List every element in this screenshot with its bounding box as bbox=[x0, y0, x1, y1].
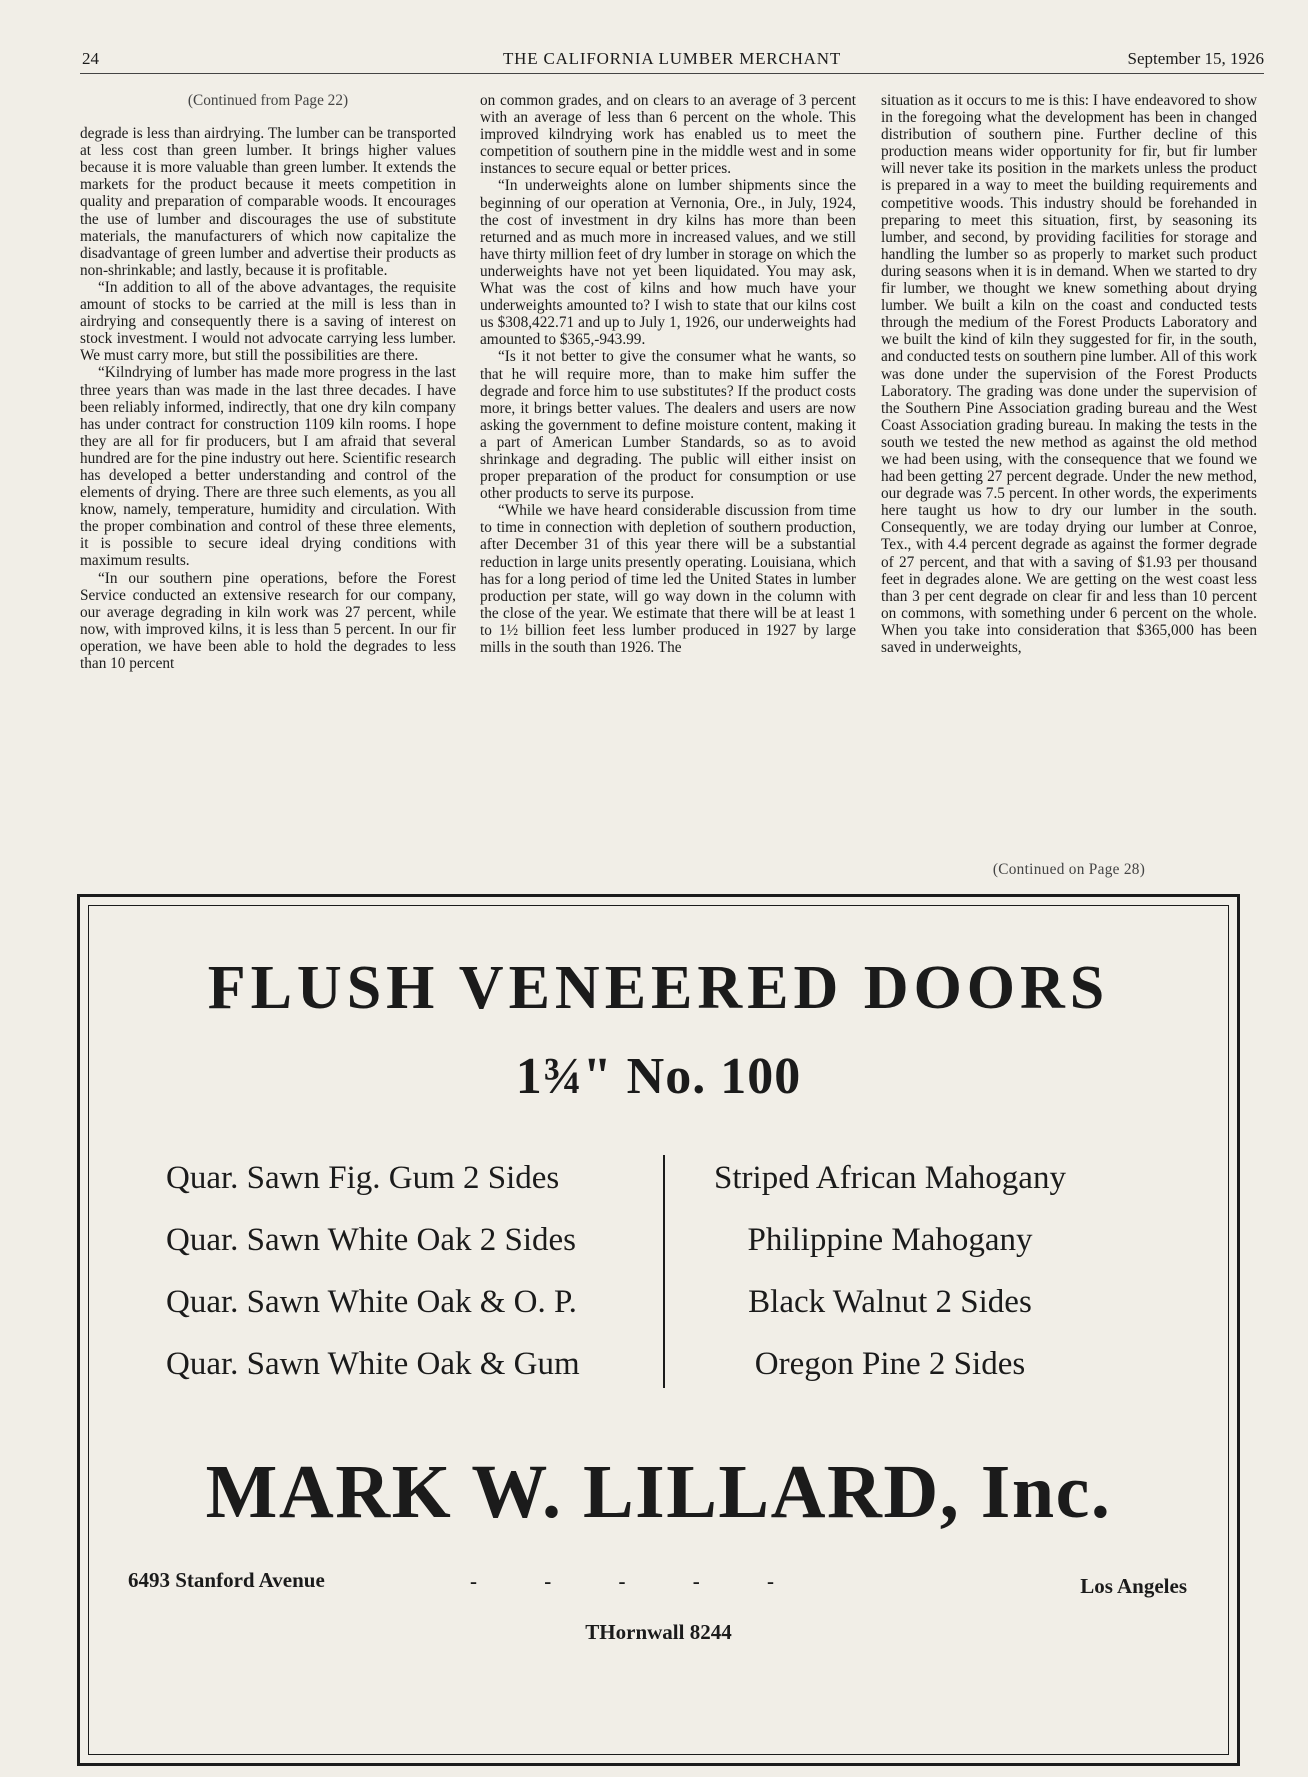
ad-subtitle: 1¾" No. 100 bbox=[515, 1048, 802, 1105]
ad-list-item: Quar. Sawn White Oak & O. P. bbox=[166, 1284, 577, 1320]
ad-list-item: Black Walnut 2 Sides bbox=[748, 1284, 1032, 1320]
ad-title: FLUSH VENEERED DOORS bbox=[207, 954, 1110, 1022]
article-paragraph: “In underweights alone on lumber shipments since the beginning of our operation at Vernonia, Ore., in July, 1924, the cost of investment in dry kilns has more than been returned and as much more in increased values, and we still have thirty million feet of dry lumber in storage on which the underweights have not yet been liquidated. You may ask, What was the cost of kilns and how much have your underweights amounted to? I wish to state that our kilns cost us $308,422.71 and up to July 1, 1926, our underweights had amounted to $365,-943.99. bbox=[480, 177, 856, 349]
article-paragraph: “In addition to all of the above advantages, the requisite amount of stocks to be carried at the mill is less than in airdrying and consequently there is a saving of interest on stock investment. I would not advocate carrying less lumber. We must carry more, but still the possibilities are there. bbox=[80, 278, 456, 365]
publication-title: THE CALIFORNIA LUMBER MERCHANT bbox=[502, 49, 842, 68]
article-paragraph: “While we have heard considerable discussion from time to time in connection with depletion of southern production, after December 31 of this year there will be a substantial reduction in large units presently operating. Louisiana, which has for a long period of time led the United States in lumber production per state, will go way down in the column with the close of the year. We estimate that there will be at least 1 to 1½ billion feet less lumber produced in 1927 by large mills in the south than 1926. The bbox=[480, 502, 856, 656]
article-paragraph: “Kilndrying of lumber has made more progress in the last three years than was made in the last three decades. I have been reliably informed, indirectly, that one dry kiln company has under contract for construction 1109 kiln rooms. I hope they are all for fir producers, but I am afraid that several hundred are for the pine industry out here. Scientific research has developed a better understanding and control of the elements of drying. There are three such elements, as you all know, namely, temperature, humidity and circulation. With the proper combination and control of these three elements, it is possible to secure ideal drying conditions with maximum results. bbox=[80, 364, 456, 570]
ad-street-address: 6493 Stanford Avenue bbox=[128, 1568, 325, 1592]
continued-on-note: (Continued on Page 28) bbox=[992, 861, 1146, 878]
advertisement bbox=[77, 894, 1240, 1766]
article-paragraph: “Is it not better to give the consumer what he wants, so that he will require more, than to make him suffer the degrade and force him to use substitutes? If the product costs more, it brings better values. The dealers and users are now asking the government to define moisture content, making it a part of American Lumber Standards, so as to avoid shrinkage and degrading. The public will either insist on proper preparation of the product for consumption or use other products to serve its purpose. bbox=[480, 348, 856, 503]
ad-phone-number: THornwall 8244 bbox=[585, 1620, 732, 1644]
ad-list-item: Quar. Sawn White Oak 2 Sides bbox=[166, 1222, 577, 1258]
ad-list-item: Quar. Sawn Fig. Gum 2 Sides bbox=[166, 1160, 560, 1196]
ad-list-item: Striped African Mahogany bbox=[714, 1160, 1066, 1196]
ad-list-left bbox=[166, 1147, 580, 1395]
article-paragraph: situation as it occurs to me is this: I have endeavored to show in the foregoing what the development has been in changed distribution of southern pine. Further decline of this production means wider opportunity for fir, but fir lumber will never take its position in the markets unless the product is prepared in a way to meet the building requirements and competitive woods. This industry should be forehanded in preparing to meet this situation, first, by seasoning its lumber, and second, by providing facilities for storage and handling the lumber so as properly to market such product during seasons when it is in demand. When we started to dry fir lumber, we thought we knew something about drying lumber. We built a kiln on the coast and conducted tests through the medium of the Forest Products Laboratory and we built the kind of kiln they suggested for fir, in the south, and conducted tests on southern pine lumber. All of this work was done under the supervision of the Forest Products Laboratory. The grading was done under the supervision of the Southern Pine Association grading bureau and the West Coast Association grading bureau. In making the tests in the south we tested the new method as against the old method we had been using, with the consequence that we found we had been getting 27 percent degrade. Under the new method, our degrade was 7.5 percent. In other words, the experiments here taught us how to dry our lumber in the south. Consequently, we are today drying our lumber at Conroe, Tex., with 4.4 percent degrade as against the former degrade of 27 percent, and that with a saving of $1.93 per thousand feet in degrades alone. We are getting on the west coast less than 3 per cent degrade on clear fir and less than 10 percent on commons, with something under 6 percent on the whole. When you take into consideration that $365,000 has been saved in underweights, bbox=[881, 92, 1257, 656]
article-paragraph: “In our southern pine operations, before the Forest Service conducted an extensive research for our company, our average degrading in kiln work was 27 percent, while now, with improved kilns, it is less than 5 percent. In our fir operation, we have been able to hold the degrades to less than 10 percent bbox=[80, 569, 456, 672]
article-paragraph: on common grades, and on clears to an average of 3 percent with an average of less than 6 percent on the whole. This improved kilndrying work has enabled us to meet the competition of southern pine in the middle west and in some instances to secure equal or better prices. bbox=[480, 92, 856, 178]
page-header bbox=[80, 47, 1264, 74]
ad-separator-dashes: - - - - - bbox=[470, 1569, 774, 1593]
continued-from-note: (Continued from Page 22) bbox=[187, 92, 349, 109]
article-column-1 bbox=[80, 92, 456, 672]
ad-company-name: MARK W. LILLARD, Inc. bbox=[205, 1450, 1112, 1534]
ad-list-item: Philippine Mahogany bbox=[747, 1222, 1033, 1258]
issue-date: September 15, 1926 bbox=[1127, 49, 1264, 68]
ad-list-item: Quar. Sawn White Oak & Gum bbox=[166, 1346, 580, 1382]
ad-city: Los Angeles bbox=[1080, 1574, 1187, 1598]
ad-list-right bbox=[660, 1147, 1120, 1395]
ad-list-item: Oregon Pine 2 Sides bbox=[754, 1346, 1026, 1382]
article-paragraph: degrade is less than airdrying. The lumber can be transported at less cost than green lumber. It brings higher values because it is more valuable than green lumber. It extends the markets for the product because it meets competition in quality and preparation of comparable woods. It encourages the use of lumber and discourages the use of substitute materials, the manufacturers of which now capitalize the disadvantage of green lumber and advertise their products as non-shrinkable; and lastly, because it is profitable. bbox=[80, 125, 456, 279]
page-number: 24 bbox=[82, 49, 99, 68]
article-column-3 bbox=[881, 92, 1257, 656]
article-column-2 bbox=[480, 92, 856, 656]
